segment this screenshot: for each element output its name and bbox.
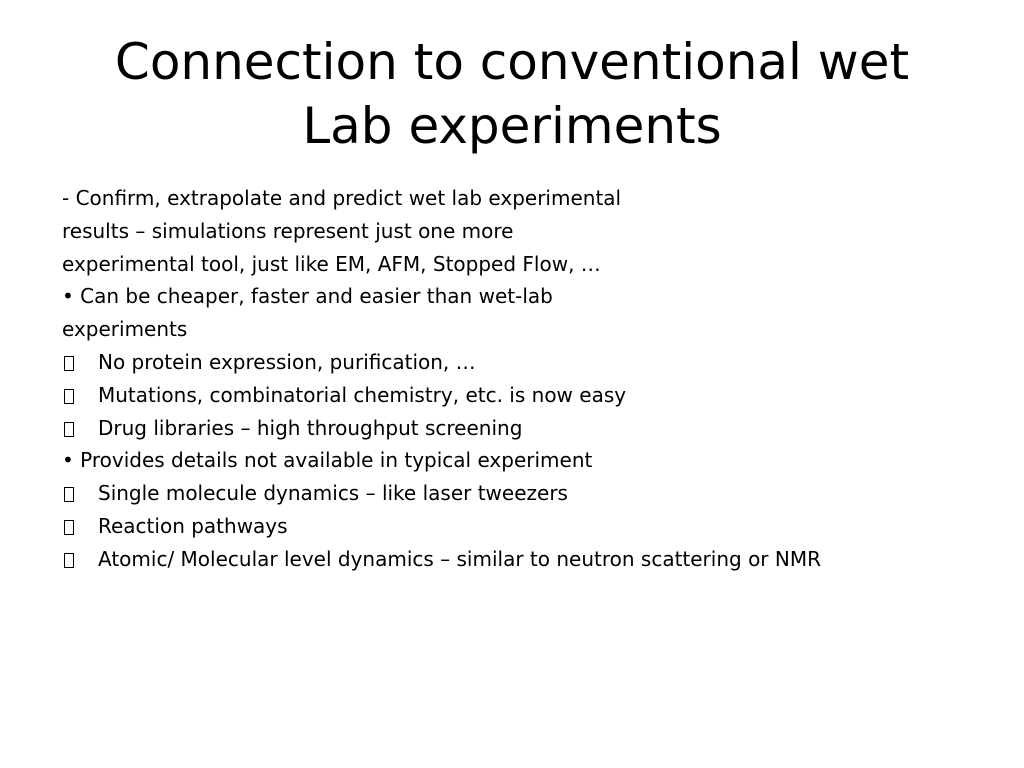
- body-line: [62, 215, 982, 248]
- bullet-line-text: • Can be cheaper, faster and easier than wet-lab: [62, 284, 553, 309]
- missing-glyph-box-icon: [64, 422, 74, 437]
- slide-title-line-1: Connection to conventional wet: [114, 33, 910, 91]
- body-line-text: experimental tool, just like EM, AFM, Stopped Flow, …: [62, 251, 601, 276]
- missing-glyph-box-icon: [64, 487, 74, 502]
- sub-bullet-line: [62, 379, 982, 412]
- sub-bullet-text: Single molecule dynamics – like laser tweezers: [98, 481, 568, 506]
- body-line: [62, 313, 982, 346]
- body-line-text: experiments: [62, 317, 188, 342]
- slide-body: [62, 182, 982, 576]
- body-line-text: results – simulations represent just one more: [62, 218, 514, 243]
- sub-bullet-line: [62, 510, 982, 543]
- slide-title: [40, 30, 984, 158]
- sub-bullet-line: [62, 412, 982, 445]
- sub-bullet-text: Atomic/ Molecular level dynamics – similar to neutron scattering or NMR: [98, 546, 821, 571]
- body-line: [62, 182, 982, 215]
- sub-bullet-text: No protein expression, purification, …: [98, 349, 476, 374]
- sub-bullet-text: Drug libraries – high throughput screening: [98, 415, 523, 440]
- sub-bullet-line: [62, 543, 982, 576]
- missing-glyph-box-icon: [64, 553, 74, 568]
- sub-bullet-text: Mutations, combinatorial chemistry, etc. is now easy: [98, 382, 627, 407]
- bullet-line-text: • Provides details not available in typical experiment: [62, 448, 593, 473]
- sub-bullet-text: Reaction pathways: [98, 513, 288, 538]
- bullet-line: [62, 280, 982, 313]
- bullet-line: [62, 444, 982, 477]
- missing-glyph-box-icon: [64, 520, 74, 535]
- body-line: [62, 248, 982, 281]
- sub-bullet-line: [62, 346, 982, 379]
- sub-bullet-line: [62, 477, 982, 510]
- missing-glyph-box-icon: [64, 389, 74, 404]
- body-line-text: - Confirm, extrapolate and predict wet lab experimental: [62, 186, 622, 210]
- missing-glyph-box-icon: [64, 356, 74, 371]
- slide-title-line-2: Lab experiments: [302, 97, 722, 155]
